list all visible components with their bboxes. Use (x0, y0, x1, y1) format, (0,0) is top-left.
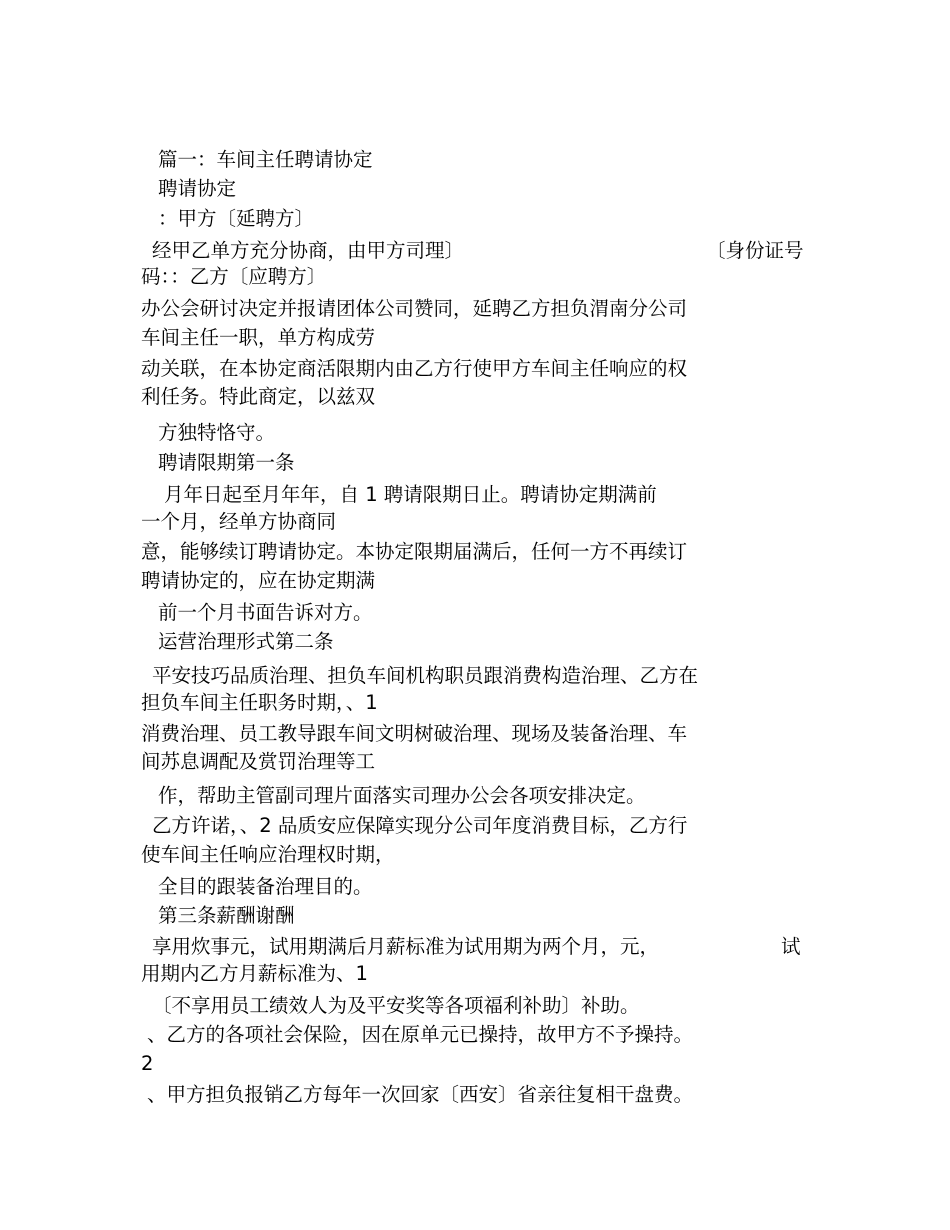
doc-line: 动关联，在本协定商活限期内由乙方行使甲方车间主任响应的权 (141, 357, 688, 380)
doc-line: 全目的跟装备治理目的。 (158, 875, 373, 898)
doc-line: 前一个月书面告诉对方。 (158, 601, 373, 624)
doc-line: 、甲方担负报销乙方每年一次回家〔西安〕省亲往复相干盘费。 (147, 1083, 694, 1106)
doc-line: 〔不享用员工绩效人为及平安奖等各项福利补助〕补助。 (152, 994, 640, 1017)
doc-line: 间苏息调配及赏罚治理等工 (141, 750, 376, 773)
doc-line: 方独特恪守。 (158, 421, 276, 444)
doc-line: 乙方许诺，、2 品质安应保障实现分公司年度消费目标，乙方行 (152, 814, 688, 837)
doc-line: 〔身份证号 (706, 239, 804, 262)
doc-line: 用期内乙方月薪标准为、1 (141, 962, 368, 985)
doc-line: 利任务。特此商定，以兹双 (141, 385, 376, 408)
doc-section-heading: 第三条薪酬谢酬 (158, 904, 295, 927)
doc-section-heading: 运营治理形式第二条 (158, 630, 334, 653)
doc-line: 一个月，经单方协商同 (141, 510, 337, 533)
doc-line: 作，帮助主管副司理片面落实司理办公会各项安排决定。 (158, 784, 646, 807)
doc-line: 2 (141, 1052, 154, 1075)
doc-line: 经甲乙单方充分协商，由甲方司理〕 (152, 239, 465, 262)
doc-line: 使车间主任响应治理权时期， (141, 843, 395, 866)
doc-line: 码：：乙方〔应聘方〕 (141, 265, 327, 288)
doc-line: 消费治理、员工教导跟车间文明树破治理、现场及装备治理、车 (141, 722, 688, 745)
doc-heading: 篇一：车间主任聘请协定 (158, 148, 373, 171)
doc-line: ：甲方〔延聘方〕 (158, 207, 315, 230)
doc-line: 享用炊事元，试用期满后月薪标准为试用期为两个月，元， (152, 935, 660, 958)
doc-line: 办公会研讨决定并报请团体公司赞同，延聘乙方担负渭南分公司 (141, 297, 688, 320)
doc-line: 意，能够续订聘请协定。本协定限期届满后，任何一方不再续订 (141, 540, 688, 563)
doc-line: 月年日起至月年年，自 1 聘请限期日止。聘请协定期满前 (164, 483, 657, 506)
doc-line: 聘请协定 (158, 177, 237, 200)
doc-section-heading: 聘请限期第一条 (158, 451, 295, 474)
doc-line: 车间主任一职，单方构成劳 (141, 326, 376, 349)
doc-line: 平安技巧品质治理、担负车间机构职员跟消费构造治理、乙方在 (152, 664, 699, 687)
doc-line: 、乙方的各项社会保险，因在原单元已操持，故甲方不予操持。 (147, 1023, 694, 1046)
doc-line: 担负车间主任职务时期，、1 (141, 691, 378, 714)
doc-line: 聘请协定的，应在协定期满 (141, 569, 376, 592)
doc-line: 试 (781, 935, 801, 958)
